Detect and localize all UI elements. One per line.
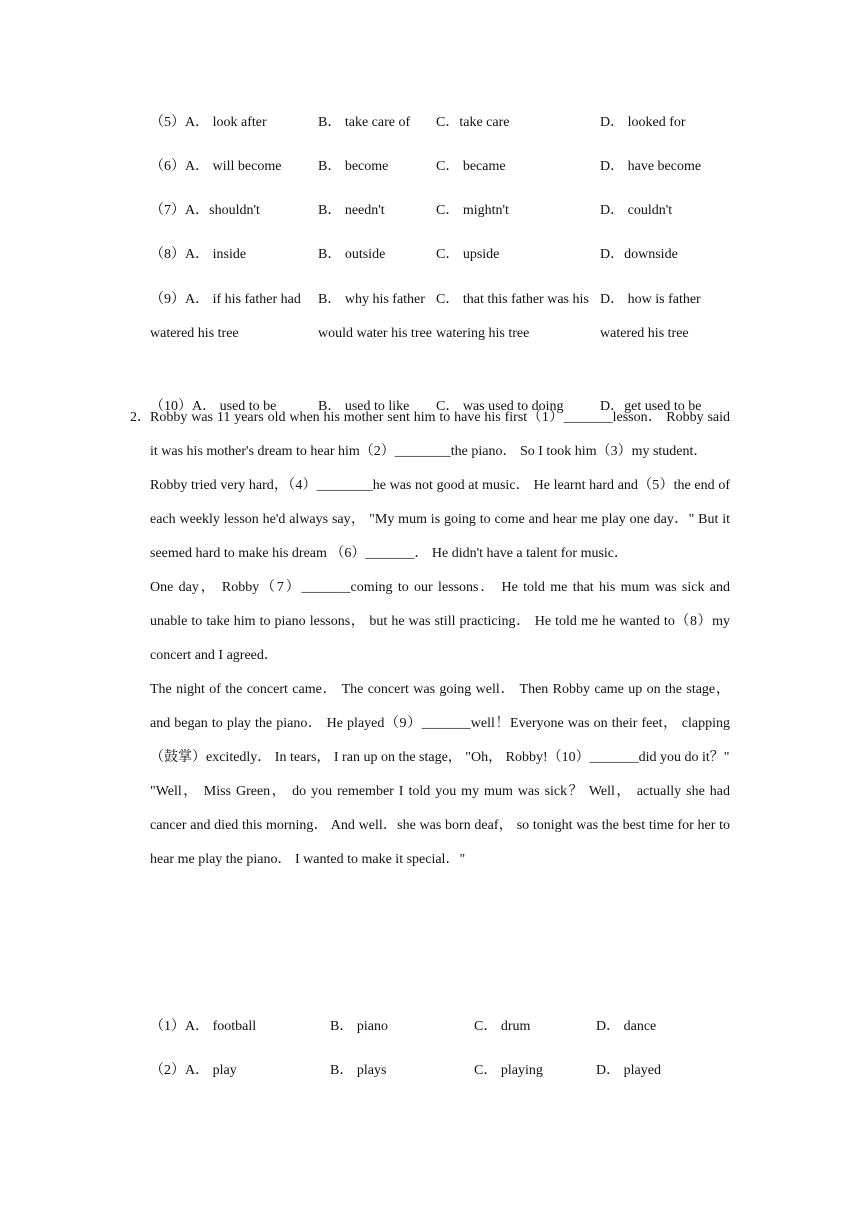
- option-d: D．get used to be: [600, 399, 702, 414]
- option-b: B． piano: [330, 1019, 388, 1034]
- options-table-top: [150, 107, 730, 435]
- passage-paragraph: Robby was 11 years old when his mother sent him to have his first（1）_______lesson． Robby said it was his mother's dream to hear him（2）________the piano． So I took him（3）my student．: [150, 410, 730, 459]
- option-b: B． why his father would water his tree: [318, 292, 432, 341]
- option-a: （10）A． used to be: [150, 399, 277, 414]
- option-c: C． became: [436, 159, 506, 174]
- option-a: （5）A． look after: [150, 115, 267, 130]
- options-table-bottom: [150, 1011, 716, 1099]
- option-c: C． mightn't: [436, 203, 509, 218]
- option-c: C． drum: [474, 1019, 531, 1034]
- option-row: [150, 107, 730, 151]
- option-row: [150, 239, 730, 283]
- option-b: B． become: [318, 159, 389, 174]
- option-d: D． looked for: [600, 115, 686, 130]
- option-a: （8）A． inside: [150, 247, 247, 262]
- option-d: D． how is father watered his tree: [600, 292, 701, 341]
- option-d: D． couldn't: [600, 203, 673, 218]
- option-c: C． that this father was his watering his tree: [436, 292, 589, 341]
- passage-paragraph: The night of the concert came． The concert was going well． Then Robby came up on the stage， and began to play the piano． He played（9）_______well！Everyone was on their feet， clapping（鼓掌）excitedly． In tears， I ran up on the stage， "Oh， Robby!（10）_______did you do it？": [150, 682, 730, 765]
- option-row: [150, 195, 730, 239]
- option-d: D． dance: [596, 1019, 657, 1034]
- passage-paragraph: Robby tried very hard，（4）________he was not good at music． He learnt hard and（5）the end of each weekly lesson he'd always say， "My mum is going to come and hear me play one day．" But it seemed hard to make his dream （6）_______． He didn't have a talent for music．: [150, 478, 730, 561]
- passage-paragraph: One day， Robby（7）_______coming to our lessons． He told me that his mum was sick and unable to take him to piano lessons， but he was still practicing． He told me he wanted to（8）my concert and I agreed．: [150, 580, 730, 663]
- option-a: （2）A． play: [150, 1063, 237, 1078]
- option-d: D． played: [596, 1063, 661, 1078]
- option-c: C． upside: [436, 247, 500, 262]
- option-a: （9）A． if his father had watered his tree: [150, 292, 301, 341]
- option-d: D． have become: [600, 159, 702, 174]
- option-row: [150, 151, 730, 195]
- question-passage: [150, 401, 730, 877]
- option-d: D．downside: [600, 247, 678, 262]
- option-b: B． outside: [318, 247, 386, 262]
- option-b: B． plays: [330, 1063, 387, 1078]
- option-row: [150, 1011, 716, 1055]
- option-b: B． take care of: [318, 115, 411, 130]
- option-c: C． playing: [474, 1063, 543, 1078]
- question-number: 2．: [130, 410, 151, 425]
- passage-paragraph: "Well， Miss Green， do you remember I told you my mum was sick？ Well， actually she had cancer and died this morning． And well．she was born deaf， so tonight was the best time for her to hear me play the piano． I wanted to make it special．": [150, 784, 730, 867]
- option-row: [150, 283, 730, 391]
- option-c: C．take care: [436, 115, 510, 130]
- option-row: [150, 1055, 716, 1099]
- option-a: （7）A．shouldn't: [150, 203, 260, 218]
- option-a: （1）A． football: [150, 1019, 257, 1034]
- option-b: B． used to like: [318, 399, 410, 414]
- option-b: B． needn't: [318, 203, 385, 218]
- option-c: C． was used to doing: [436, 399, 564, 414]
- option-a: （6）A． will become: [150, 159, 282, 174]
